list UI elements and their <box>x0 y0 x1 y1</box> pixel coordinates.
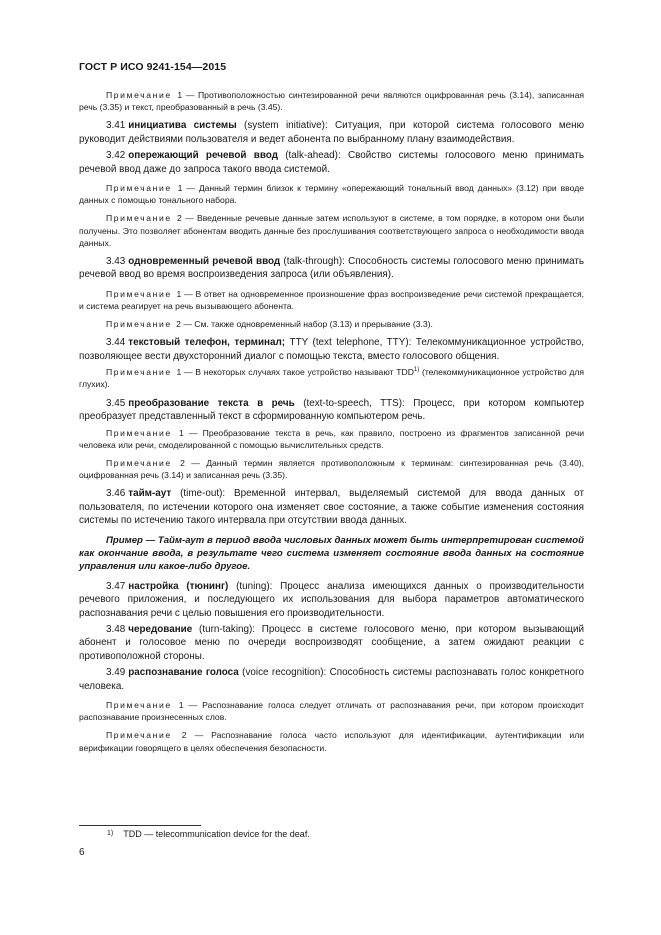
note-label: Примечание <box>106 367 172 378</box>
term-text: (tuning): Процесс анализа имеющихся данных о производительности речевого приложения, и последующего их использования для выбора параметров автоматического распознавания речи с целью повышения его производительности. <box>79 580 584 619</box>
term-definition <box>79 487 584 527</box>
document-body <box>79 89 584 760</box>
note-text: — Распознавание голоса часто используют для идентификации, аутентификации или верификации говорящего в целях обеспечения безопасности. <box>79 730 585 753</box>
note-text: — Преобразование текста в речь, как правило, построено из фрагментов записанной речи человека или речи, смоделированной с помощью вычислительных средств. <box>79 427 585 450</box>
note <box>79 318 584 330</box>
term-definition <box>79 580 584 620</box>
term-number: 3.42 <box>106 150 126 162</box>
term-text: (voice recognition): Способность системы распознавать голос конкретного человека. <box>79 667 585 692</box>
term-name: одновременный речевой ввод <box>128 256 281 268</box>
note-text: — В некоторых случаях такое устройство называют TDD <box>183 367 414 378</box>
term-name: инициатива системы <box>128 120 237 132</box>
term-text: (turn-taking): Процесс в системе голосового меню, при котором вызывающий абонент и голосовое меню по очереди воспроизводят сообщение, а затем ожидают реакции с противоположной стороны. <box>79 623 584 662</box>
term-text: (talk-ahead): Свойство системы голосового меню принимать речевой ввод даже до запроса такого ввода системой. <box>79 150 584 175</box>
note-label: Примечание <box>106 457 172 468</box>
note <box>79 729 584 753</box>
note-text: — В ответ на одновременное произношение фраз воспроизведение речи системой прекращается, и система реагирует на речь вызывающего абонента. <box>79 288 584 312</box>
note-label: Примечание <box>106 730 172 741</box>
note-number: 1 <box>177 183 183 194</box>
document-header: ГОСТ Р ИСО 9241-154—2015 <box>79 61 227 73</box>
note <box>79 366 584 390</box>
term-number: 3.41 <box>106 120 126 132</box>
term-text: (time-out): Временной интервал, выделяемый системой для ввода данных от пользователя, по истечении которого она изменяет свое состояние, а также событие изменения состояния системы по истечению такого интервала при отсутствии ввода данных. <box>79 488 584 527</box>
note-number: 1 <box>178 700 184 710</box>
term-name: распознавание голоса <box>128 667 239 679</box>
term-definition <box>79 336 584 363</box>
footnote-reference: 1) <box>413 367 420 374</box>
term-name: текстовый телефон, терминал; <box>128 337 286 349</box>
note <box>79 427 584 451</box>
term-definition <box>79 666 584 693</box>
footnote-mark: 1) <box>107 830 114 837</box>
note-label: Примечание <box>106 183 172 194</box>
note-text: — Данный термин является противоположным к терминам: синтезированная речь (3.40), оцифрованная речь (3.14) и записанная речь (3.35). <box>79 457 585 481</box>
note-label: Примечание <box>106 288 172 299</box>
term-name: тайм-аут <box>128 488 172 500</box>
term-text: (text-to-speech, TTS): Процесс, при котором компьютер преобразует представленный текст в сформированную компьютером речь. <box>79 397 584 423</box>
term-name: преобразование текста в речь <box>128 397 295 409</box>
term-name: чередование <box>128 623 193 635</box>
term-number: 3.43 <box>106 256 126 268</box>
term-name: настройка (тюнинг) <box>128 580 229 592</box>
note-text: — Данный термин близок к термину «опережающий тональный ввод данных» (3.12) при вводе данных с помощью тонального набора. <box>79 183 585 206</box>
note <box>79 182 584 206</box>
term-definition <box>79 119 584 146</box>
note-text-tail: (телекоммуникационное устройство для глухих). <box>79 367 585 390</box>
term-definition <box>79 623 584 663</box>
note-number: 1 <box>178 427 184 438</box>
footnote <box>107 829 310 839</box>
term-number: 3.48 <box>106 623 126 635</box>
term-text: (system initiative): Ситуация, при которой система голосового меню руководит действиями пользователя и ведет абонента по выбранному плану взаимодействия. <box>79 120 584 145</box>
note-number: 2 <box>180 457 185 468</box>
note-label: Примечание <box>106 427 172 438</box>
note-number: 2 <box>177 213 182 224</box>
note-number: 1 <box>177 90 183 100</box>
example <box>79 534 584 574</box>
note-label: Примечание <box>106 213 172 224</box>
note-number: 1 <box>176 367 182 378</box>
term-definition <box>79 149 584 176</box>
term-number: 3.45 <box>106 397 126 409</box>
term-text: (talk-through): Способность системы голосового меню принимать речевой ввод во время воспроизведения запроса (или объявления). <box>79 256 585 281</box>
term-number: 3.46 <box>106 488 126 500</box>
note-number: 2 <box>181 730 187 741</box>
note-text: — Противоположностью синтезированной речи являются оцифрованная речь (3.14), записанная речь (3.35) и текст, преобразованный в речь (3.45). <box>79 90 585 113</box>
footnote-text: TDD — telecommunication device for the deaf. <box>123 829 310 839</box>
footnote-separator <box>79 825 201 826</box>
term-number: 3.47 <box>106 580 126 592</box>
note <box>79 699 584 723</box>
note-text: — Распознавание голоса следует отличать от распознавания речи, при котором происходит распознавание произнесенных слов. <box>79 700 584 723</box>
note <box>79 457 584 481</box>
note <box>79 288 584 312</box>
note-label: Примечание <box>106 700 172 710</box>
note-text: — Введенные речевые данные затем используют в системе, в том порядке, в котором они были получены. Это позволяет абонентам вводить данные без прослушивания соответствующего запроса о необходимости ввода данных. <box>79 213 584 248</box>
term-number: 3.49 <box>106 667 126 679</box>
note-number: 1 <box>176 288 182 299</box>
term-definition <box>79 255 584 282</box>
term-number: 3.44 <box>106 337 126 349</box>
term-name: опережающий речевой ввод <box>128 150 278 162</box>
note <box>79 212 584 249</box>
example-text: Пример — Тайм-аут в период ввода числовых данных может быть интерпретирован системой как окончание ввода, в результате чего система изменяет состояние ввода данных на состояние управления или какое-либо другое. <box>79 534 584 573</box>
note-text: — См. также одновременный набор (3.13) и прерывание (3.3). <box>183 319 433 330</box>
page-number: 6 <box>79 847 85 858</box>
note-number: 2 <box>176 319 181 330</box>
note <box>79 89 584 113</box>
term-text: TTY (text telephone, TTY): Телекоммуникационное устройство, позволяющее вести двухсторонний диалог с помощью текста, вместо голосового общения. <box>79 337 584 362</box>
term-definition <box>79 397 584 424</box>
note-label: Примечание <box>106 90 172 100</box>
note-label: Примечание <box>106 319 172 330</box>
